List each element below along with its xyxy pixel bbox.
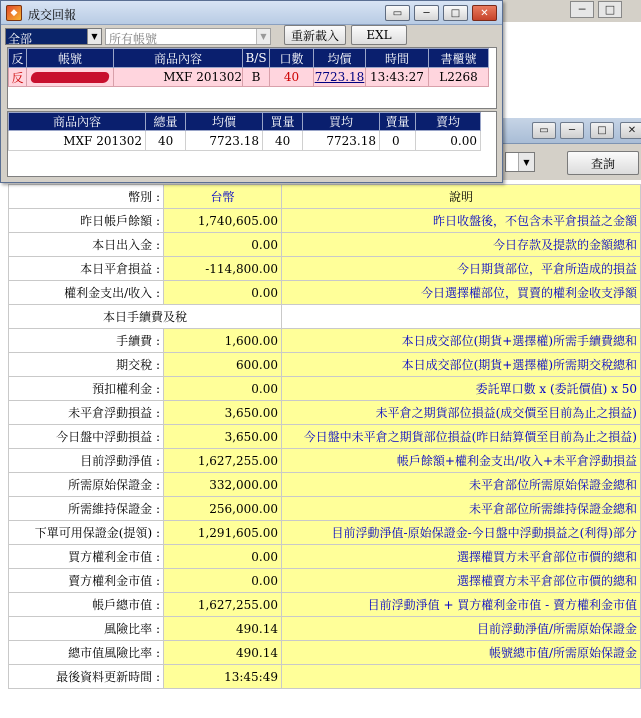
row-value: 3,650.00 (164, 401, 282, 425)
row-label: 所需維持保證金 : (9, 497, 164, 521)
row-description: 未平倉部位所需維持保證金總和 (282, 497, 641, 521)
equity-row (9, 329, 641, 353)
row-description: 委託單口數 x (委託價值) x 50 (282, 377, 641, 401)
row-value: 1,740,605.00 (164, 209, 282, 233)
account-select-value: 所有帳號 (109, 32, 158, 46)
fills-column-header[interactable]: 時間 (366, 49, 429, 68)
row-value: 1,627,255.00 (164, 593, 282, 617)
equity-row (9, 233, 641, 257)
row-label: 預扣權利金 : (9, 377, 164, 401)
row-description: 昨日收盤後，不包含未平倉損益之金額 (282, 209, 641, 233)
chevron-down-icon: ▼ (518, 153, 534, 171)
row-label: 本日平倉損益 : (9, 257, 164, 281)
row-label: 下單可用保證金(提領) : (9, 521, 164, 545)
background-restore-button[interactable]: ▭ (532, 122, 556, 139)
row-value: 490.14 (164, 617, 282, 641)
row-value: 0.00 (164, 377, 282, 401)
summary-avg-price: 7723.18 (186, 131, 263, 151)
fills-grid (7, 47, 497, 109)
row-label: 昨日帳戶餘額 : (9, 209, 164, 233)
row-description: 說明 (282, 185, 641, 209)
row-label: 賣方權利金市值 : (9, 569, 164, 593)
summary-column-header[interactable]: 總量 (146, 113, 186, 131)
close-button[interactable]: ✕ (472, 5, 497, 21)
equity-row (9, 593, 641, 617)
section-blank (282, 305, 641, 329)
equity-row (9, 545, 641, 569)
summary-column-header[interactable]: 商品內容 (9, 113, 146, 131)
summary-sell-avg: 0.00 (416, 131, 481, 151)
equity-row (9, 257, 641, 281)
row-description: 未平倉部位所需原始保證金總和 (282, 473, 641, 497)
fills-column-header[interactable]: 商品內容 (114, 49, 243, 68)
redacted-account (30, 72, 110, 83)
fills-column-header[interactable]: 均價 (314, 49, 366, 68)
row-label: 總市值風險比率 : (9, 641, 164, 665)
row-value: 13:45:49 (164, 665, 282, 689)
reload-button[interactable]: 重新載入 (284, 25, 346, 45)
row-description: 本日成交部位(期貨+選擇權)所需期交稅總和 (282, 353, 641, 377)
window-title: 成交回報 (28, 8, 77, 22)
fills-column-header[interactable]: 書櫃號 (429, 49, 489, 68)
chevron-down-icon: ▼ (256, 29, 270, 44)
fill-row[interactable] (9, 68, 489, 87)
chevron-down-icon: ▼ (87, 29, 101, 44)
row-description: 目前浮動淨值/所需原始保證金 (282, 617, 641, 641)
filter-select-value: 全部 (8, 32, 33, 46)
minimize-button[interactable]: ─ (414, 5, 439, 21)
equity-row (9, 425, 641, 449)
fill-account (27, 68, 114, 87)
fill-time: 13:43:27 (366, 68, 429, 87)
row-label: 未平倉浮動損益 : (9, 401, 164, 425)
equity-row (9, 281, 641, 305)
row-value: 1,627,255.00 (164, 449, 282, 473)
summary-product: MXF 201302 (9, 131, 146, 151)
summary-column-header[interactable]: 買量 (263, 113, 303, 131)
fill-flag: 反 (9, 68, 27, 87)
row-value: 332,000.00 (164, 473, 282, 497)
equity-row (9, 569, 641, 593)
fill-side: B (243, 68, 270, 87)
fills-column-header[interactable]: 帳號 (27, 49, 114, 68)
fills-table (8, 48, 489, 87)
row-value: 0.00 (164, 281, 282, 305)
row-value: 0.00 (164, 569, 282, 593)
row-label: 帳戶總市值 : (9, 593, 164, 617)
row-value: 600.00 (164, 353, 282, 377)
summary-row[interactable] (9, 131, 481, 151)
row-label: 權利金支出/收入 : (9, 281, 164, 305)
background-minimize2-button[interactable]: ─ (560, 122, 584, 139)
row-description: 未平倉之期貨部位損益(成交價至目前為止之損益) (282, 401, 641, 425)
fills-column-header[interactable]: 口數 (270, 49, 314, 68)
equity-row (9, 449, 641, 473)
equity-row (9, 185, 641, 209)
row-description: 目前浮動淨值 + 買方權利金市值 - 賣方權利金市值 (282, 593, 641, 617)
row-value: 490.14 (164, 641, 282, 665)
row-value: 256,000.00 (164, 497, 282, 521)
query-button[interactable]: 查詢 (567, 151, 639, 175)
equity-row (9, 209, 641, 233)
fills-column-header[interactable]: 反 (9, 49, 27, 68)
background-minimize-button[interactable]: ─ (570, 1, 594, 18)
equity-row (9, 521, 641, 545)
fill-product: MXF 201302 (114, 68, 243, 87)
background-account-select[interactable] (505, 152, 535, 172)
row-value: 1,600.00 (164, 329, 282, 353)
row-value: 3,650.00 (164, 425, 282, 449)
summary-column-header[interactable]: 賣均 (416, 113, 481, 131)
summary-buy-avg: 7723.18 (303, 131, 380, 151)
fill-order-no: L2268 (429, 68, 489, 87)
row-description: 今日選擇權部位，買賣的權利金收支淨額 (282, 281, 641, 305)
fill-avg-price[interactable]: 7723.18 (314, 68, 366, 87)
summary-column-header[interactable]: 賣量 (380, 113, 416, 131)
summary-column-header[interactable]: 均價 (186, 113, 263, 131)
maximize-button[interactable]: □ (443, 5, 468, 21)
row-description (282, 665, 641, 689)
window-titlebar (1, 1, 502, 25)
row-description: 今日存款及提款的金額總和 (282, 233, 641, 257)
equity-row (9, 617, 641, 641)
summary-buy-qty: 40 (263, 131, 303, 151)
row-value: 1,291,605.00 (164, 521, 282, 545)
filter-select[interactable] (5, 28, 102, 45)
row-label: 風險比率 : (9, 617, 164, 641)
row-label: 所需原始保證金 : (9, 473, 164, 497)
row-description: 今日盤中未平倉之期貨部位損益(昨日結算價至目前為止之損益) (282, 425, 641, 449)
equity-row (9, 665, 641, 689)
equity-row (9, 473, 641, 497)
background-maximize-button[interactable]: □ (598, 1, 622, 18)
row-label: 買方權利金市值 : (9, 545, 164, 569)
summary-table (8, 112, 481, 151)
equity-row (9, 401, 641, 425)
equity-row (9, 377, 641, 401)
fills-column-header[interactable]: B/S (243, 49, 270, 68)
equity-panel (0, 180, 641, 718)
row-description: 選擇權賣方未平倉部位市價的總和 (282, 569, 641, 593)
row-label: 幣別 : (9, 185, 164, 209)
row-label: 目前浮動淨值 : (9, 449, 164, 473)
equity-row (9, 353, 641, 377)
equity-row (9, 497, 641, 521)
row-label: 本日出入金 : (9, 233, 164, 257)
account-select[interactable] (105, 28, 271, 45)
summary-column-header[interactable]: 買均 (303, 113, 380, 131)
row-description: 帳戶餘額+權利金支出/收入+未平倉浮動損益 (282, 449, 641, 473)
section-row (9, 305, 641, 329)
row-value: 台幣 (164, 185, 282, 209)
app-icon: ◆ (6, 5, 22, 21)
background-close-button[interactable]: ✕ (620, 122, 641, 139)
row-value: 0.00 (164, 545, 282, 569)
row-label: 今日盤中浮動損益 : (9, 425, 164, 449)
row-description: 選擇權買方未平倉部位市價的總和 (282, 545, 641, 569)
background-maximize2-button[interactable]: □ (590, 122, 614, 139)
row-label: 手續費 : (9, 329, 164, 353)
summary-total: 40 (146, 131, 186, 151)
summary-sell-qty: 0 (380, 131, 416, 151)
row-description: 本日成交部位(期貨+選擇權)所需手續費總和 (282, 329, 641, 353)
row-label: 最後資料更新時間 : (9, 665, 164, 689)
row-description: 帳號總市值/所需原始保證金 (282, 641, 641, 665)
row-value: -114,800.00 (164, 257, 282, 281)
equity-table (8, 184, 641, 689)
row-value: 0.00 (164, 233, 282, 257)
fill-qty: 40 (270, 68, 314, 87)
equity-row (9, 641, 641, 665)
fill-report-window (0, 0, 503, 183)
row-description: 目前浮動淨值-原始保證金-今日盤中浮動損益之(利得)部分 (282, 521, 641, 545)
row-label: 期交稅 : (9, 353, 164, 377)
section-title: 本日手續費及稅 (9, 305, 282, 329)
restore-button[interactable]: ▭ (385, 5, 410, 21)
summary-grid (7, 111, 497, 177)
export-excel-button[interactable]: EXL (351, 25, 407, 45)
row-description: 今日期貨部位，平倉所造成的損益 (282, 257, 641, 281)
